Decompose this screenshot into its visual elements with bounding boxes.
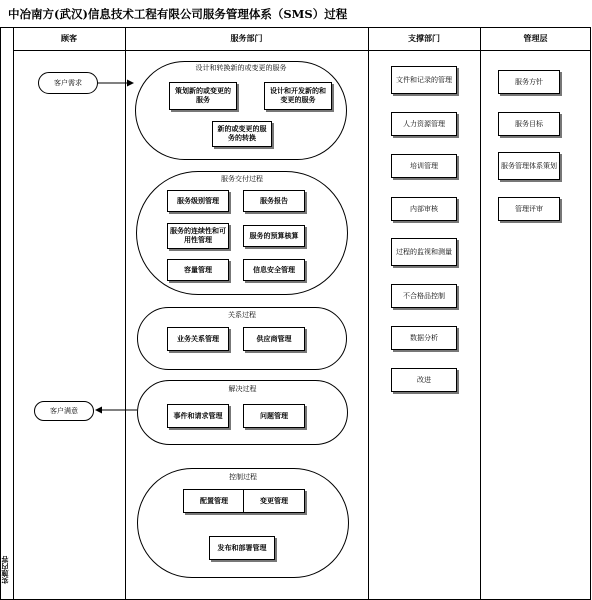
control-group: [137, 468, 349, 578]
support-item-training: 培训管理: [391, 154, 457, 178]
column-header-customer: 顾客: [61, 34, 77, 43]
capacity-box: 容量管理: [167, 259, 229, 281]
control-title: 控制过程: [229, 473, 257, 481]
problem-box: 问题管理: [243, 404, 305, 428]
plan-service-box: 策划新的或变更的服务: [169, 82, 237, 110]
design-transition-title: 设计和转换新的或变更的服务: [195, 64, 287, 72]
relationship-title: 关系过程: [228, 311, 256, 319]
configuration-box: 配置管理: [183, 489, 245, 513]
release-deployment-box: 发布和部署管理: [209, 536, 275, 560]
support-item-improvement: 改进: [391, 368, 457, 392]
service-report-box: 服务报告: [243, 190, 305, 212]
business-relationship-box: 业务关系管理: [167, 327, 229, 351]
support-item-nonconformity: 不合格品控制: [391, 284, 457, 308]
support-item-internal-audit: 内部审核: [391, 197, 457, 221]
change-box: 变更管理: [243, 489, 305, 513]
page-title: 中冶南方(武汉)信息技术工程有限公司服务管理体系（SMS）过程: [8, 7, 348, 21]
management-item-objectives: 服务目标: [498, 112, 560, 136]
service-delivery-title: 服务交付过程: [221, 175, 263, 183]
resolution-title: 解决过程: [228, 385, 257, 393]
support-item-document-records: 文件和记录的管理: [391, 66, 457, 94]
management-item-planning: 服务管理体系策划: [498, 152, 560, 180]
support-item-human-resources: 人力资源管理: [391, 112, 457, 136]
continuity-availability-box: 服务的连续性和可用性管理: [167, 223, 229, 249]
column-header-service-dept: 服务部门: [230, 34, 263, 43]
design-develop-box: 设计和开发新的和变更的服务: [264, 82, 332, 110]
column-header-support-dept: 支撑部门: [408, 34, 440, 43]
support-item-monitoring: 过程的监视和测量: [391, 238, 457, 266]
customer-demand: 客户需求: [38, 72, 98, 94]
service-level-box: 服务级别管理: [167, 190, 229, 212]
management-item-policy: 服务方针: [498, 70, 560, 94]
incident-request-box: 事件和请求管理: [167, 404, 229, 428]
management-item-review: 管理评审: [498, 197, 560, 221]
side-label: 实施内容: [1, 556, 9, 584]
supplier-box: 供应商管理: [243, 327, 305, 351]
budget-accounting-box: 服务的预算核算: [243, 225, 305, 247]
transition-box: 新的或变更的服务的转换: [212, 121, 272, 147]
customer-satisfaction: 客户满意: [34, 401, 94, 421]
column-header-management: 管理层: [523, 34, 548, 43]
information-security-box: 信息安全管理: [243, 259, 305, 281]
support-item-data-analysis: 数据分析: [391, 326, 457, 350]
